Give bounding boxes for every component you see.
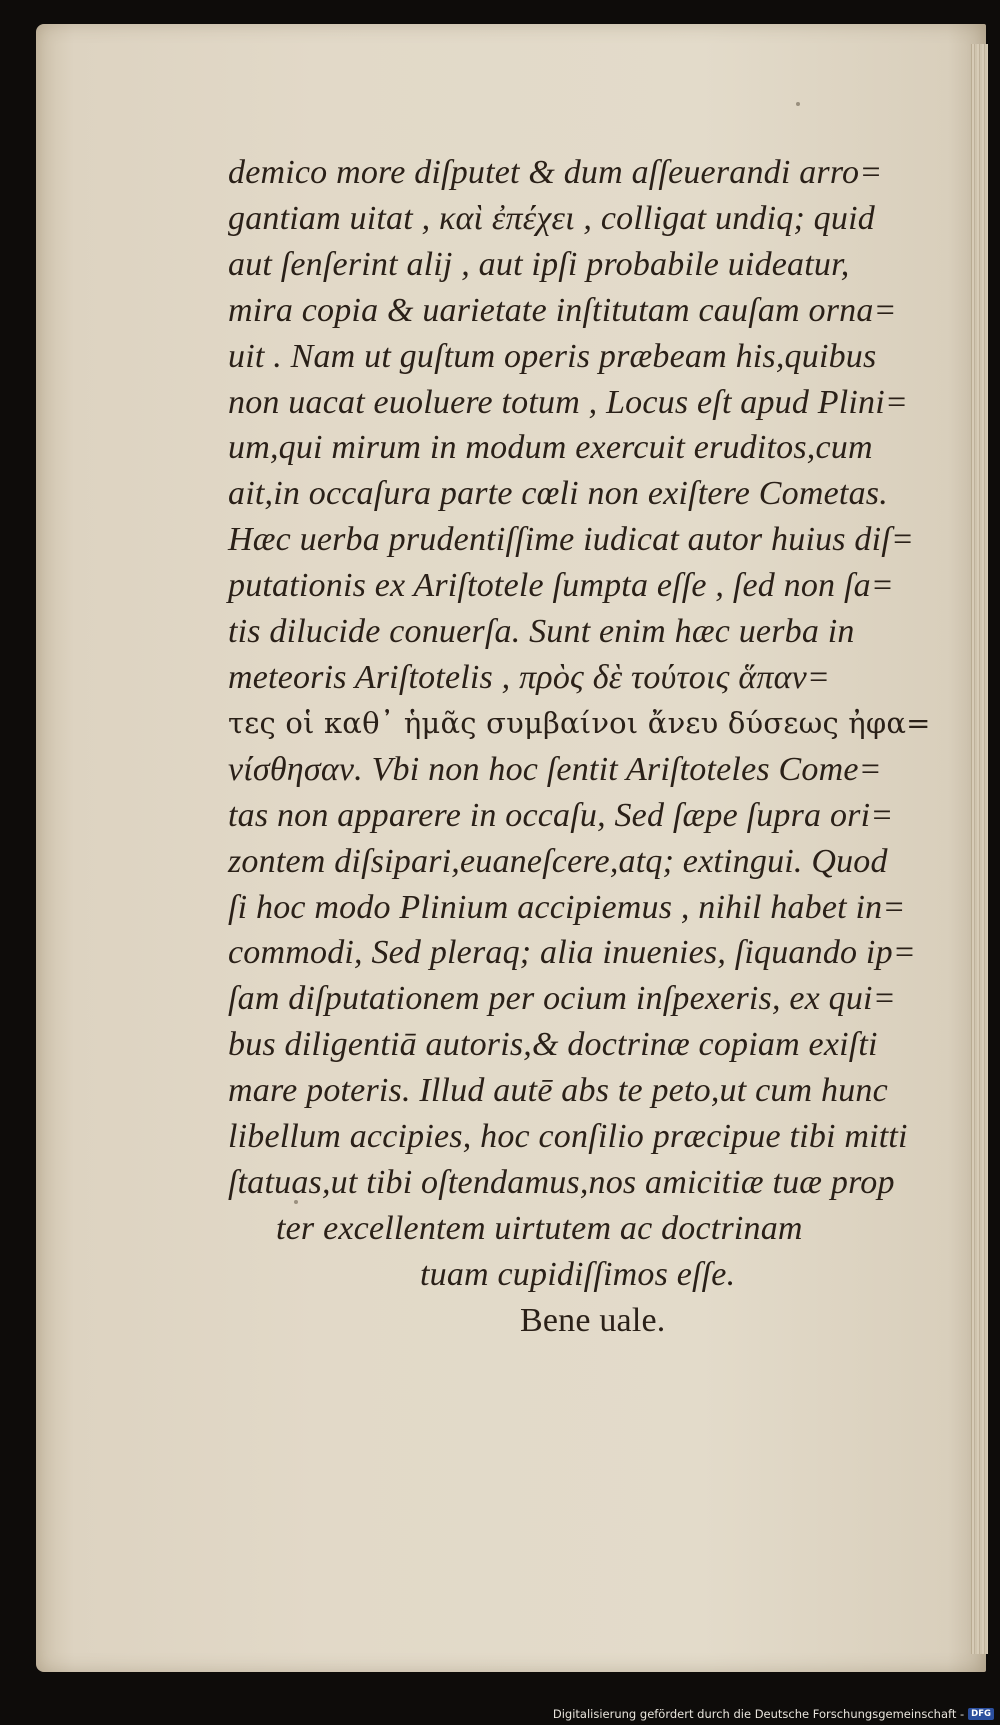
text-line: aut ſenſerint alij , aut ipſi probabile uideatur, (228, 245, 850, 283)
body-text (228, 150, 948, 1344)
text-line: ſi hoc modo Plinium accipiemus , nihil habet in= (228, 888, 906, 926)
text-line: demico more diſputet & dum aſſeuerandi arro= (228, 154, 883, 191)
dfg-logo: DFG (968, 1708, 994, 1720)
text-line: gantiam uitat , καὶ ἐπέχει , colligat undiq; quid (228, 199, 875, 237)
text-line: Hæc uerba prudentiſſime iudicat autor huius diſ= (228, 521, 915, 559)
text-line: putationis ex Ariſtotele ſumpta eſſe , ſed non ſa= (228, 567, 894, 605)
text-line: zontem diſsipari,euaneſcere,atq; extingui. Quod (228, 842, 888, 880)
greek-text-line: τες οἱ καθ᾽ ἡμᾶς συμβαίνοι ἄνευ δύσεως ἠφα= (228, 705, 931, 740)
text-line: um,qui mirum in modum exercuit eruditos,cum (228, 429, 873, 467)
text-line: ait,in occaſura parte cœli non exiſtere Cometas. (228, 475, 888, 513)
text-line: tuam cupidiſſimos eſſe. (420, 1255, 736, 1293)
text-line: νίσθησαν. Vbi non hoc ſentit Ariſtoteles Come= (228, 750, 882, 788)
text-line: non uacat euoluere totum , Locus eſt apud Plini= (228, 383, 909, 421)
footer-text: Digitalisierung gefördert durch die Deutsche Forschungsgemeinschaft - (552, 1707, 965, 1721)
text-line: ſtatuas,ut tibi oſtendamus,nos amicitiæ tuæ prop (228, 1163, 895, 1201)
digitization-credit (553, 1707, 994, 1721)
text-line: commodi, Sed pleraq; alia inuenies, ſiquando ip= (228, 934, 916, 972)
text-line: bus diligentiā autoris,& doctrinæ copiam exiſti (228, 1026, 878, 1064)
text-line: libellum accipies, hoc conſilio præcipue tibi mitti (228, 1118, 908, 1156)
text-line: meteoris Ariſtotelis , πρὸς δὲ τούτοις ἅπαν= (228, 658, 831, 696)
text-line: tas non apparere in occaſu, Sed ſæpe ſupra ori= (228, 796, 894, 834)
text-line: mare poteris. Illud autē abs te peto,ut cum hunc (228, 1072, 888, 1110)
text-line: tis dilucide conuerſa. Sunt enim hæc uerba in (228, 613, 855, 651)
text-line: mira copia & uarietate inſtitutam cauſam orna= (228, 291, 897, 329)
page-edge-stack (971, 44, 988, 1654)
text-line: ſam diſputationem per ocium inſpexeris, ex qui= (228, 980, 896, 1018)
paper-speck (796, 102, 800, 106)
closing-salutation: Bene uale. (520, 1301, 666, 1339)
text-line: uit . Nam ut guſtum operis præbeam his,quibus (228, 337, 877, 375)
text-line: ter excellentem uirtutem ac doctrinam (276, 1209, 803, 1247)
